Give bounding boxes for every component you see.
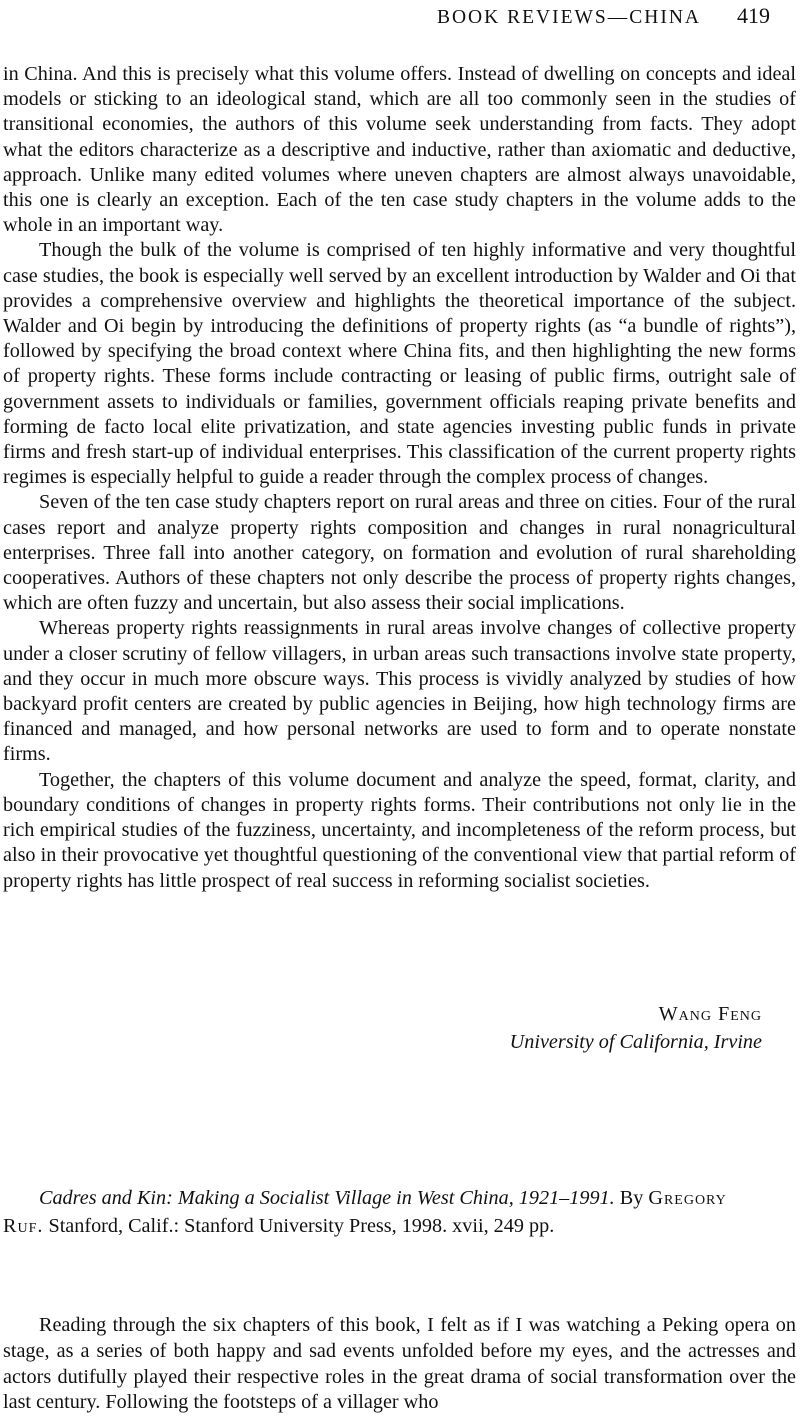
reviewer-name: Wang Feng (658, 1003, 762, 1025)
review-paragraph-2: Though the bulk of the volume is comprised of ten highly informative and very thoughtful case studies, the book is especially well served by an excellent introduction by Walder and Oi that provides a comprehensive overview and highlights the theoretical importance of the subject. Walder and Oi begin by introducing the definitions of property rights (as “a bundle of rights”), followed by specifying the broad context where China fits, and then highlighting the new forms of property rights. These forms include contracting or leasing of public firms, outright sale of government assets to individuals or families, government officials reaping private benefits and forming de facto local elite privatization, and state agencies investing public funds in private firms and fresh start-up of individual enterprises. This classification of the current property rights regimes is especially helpful to guide a reader through the complex process of changes. (3, 239, 796, 489)
book-author: Gregory Ruf. (3, 1187, 727, 1237)
book-citation (3, 1184, 768, 1240)
second-review-body (3, 1313, 796, 1416)
review-body (3, 62, 796, 894)
page-number: 419 (737, 3, 770, 28)
running-title: BOOK REVIEWS—CHINA (436, 7, 701, 28)
running-head (437, 2, 770, 32)
reviewer-affiliation: University of California, Irvine (509, 1031, 762, 1053)
reviewer-signature (510, 1000, 762, 1056)
review-paragraph-3: Seven of the ten case study chapters report on rural areas and three on cities. Four of the rural cases report and analyze property rights composition and changes in rural nonagricultural enterprises. Three fall into another category, on formation and evolution of rural shareholding cooperatives. Authors of these chapters not only describe the process of property rights changes, which are often fuzzy and uncertain, but also assess their social implications. (3, 491, 796, 615)
by-label: By (619, 1187, 644, 1209)
book-title: Cadres and Kin: Making a Socialist Village in West China, 1921–1991. (39, 1187, 615, 1209)
second-review-paragraph: Reading through the six chapters of this book, I felt as if I was watching a Peking opera on stage, as a series of both happy and sad events unfolded before my eyes, and the actresses and actors dutifully played their respective roles in the great drama of social transformation over the last century. Following the footsteps of a villager who (3, 1314, 796, 1414)
review-paragraph-1: in China. And this is precisely what this volume offers. Instead of dwelling on concepts and ideal models or sticking to an ideological stand, which are all too commonly seen in the studies of transitional economies, the authors of this volume seek understanding from facts. They adopt what the editors characterize as a descriptive and inductive, rather than axiomatic and deductive, approach. Unlike many edited volumes where uneven chapters are almost always unavoidable, this one is clearly an exception. Each of the ten case study chapters in the volume adds to the whole in an important way. (3, 63, 796, 237)
review-paragraph-4: Whereas property rights reassignments in rural areas involve changes of collective property under a closer scrutiny of fellow villagers, in urban areas such transactions involve state property, and they occur in much more obscure ways. This process is vividly analyzed by studies of how backyard profit centers are created by public agencies in Beijing, how high technology firms are financed and managed, and how personal networks are used to form and to operate nonstate firms. (3, 617, 796, 766)
publication-info: Stanford, Calif.: Stanford University Press, 1998. xvii, 249 pp. (48, 1215, 555, 1237)
review-paragraph-5: Together, the chapters of this volume document and analyze the speed, format, clarity, and boundary conditions of changes in property rights forms. Their contributions not only lie in the rich empirical studies of the fuzziness, uncertainty, and incompleteness of the reform process, but also in their provocative yet thoughtful questioning of the conventional view that partial reform of property rights has little prospect of real success in reforming socialist societies. (3, 768, 796, 892)
